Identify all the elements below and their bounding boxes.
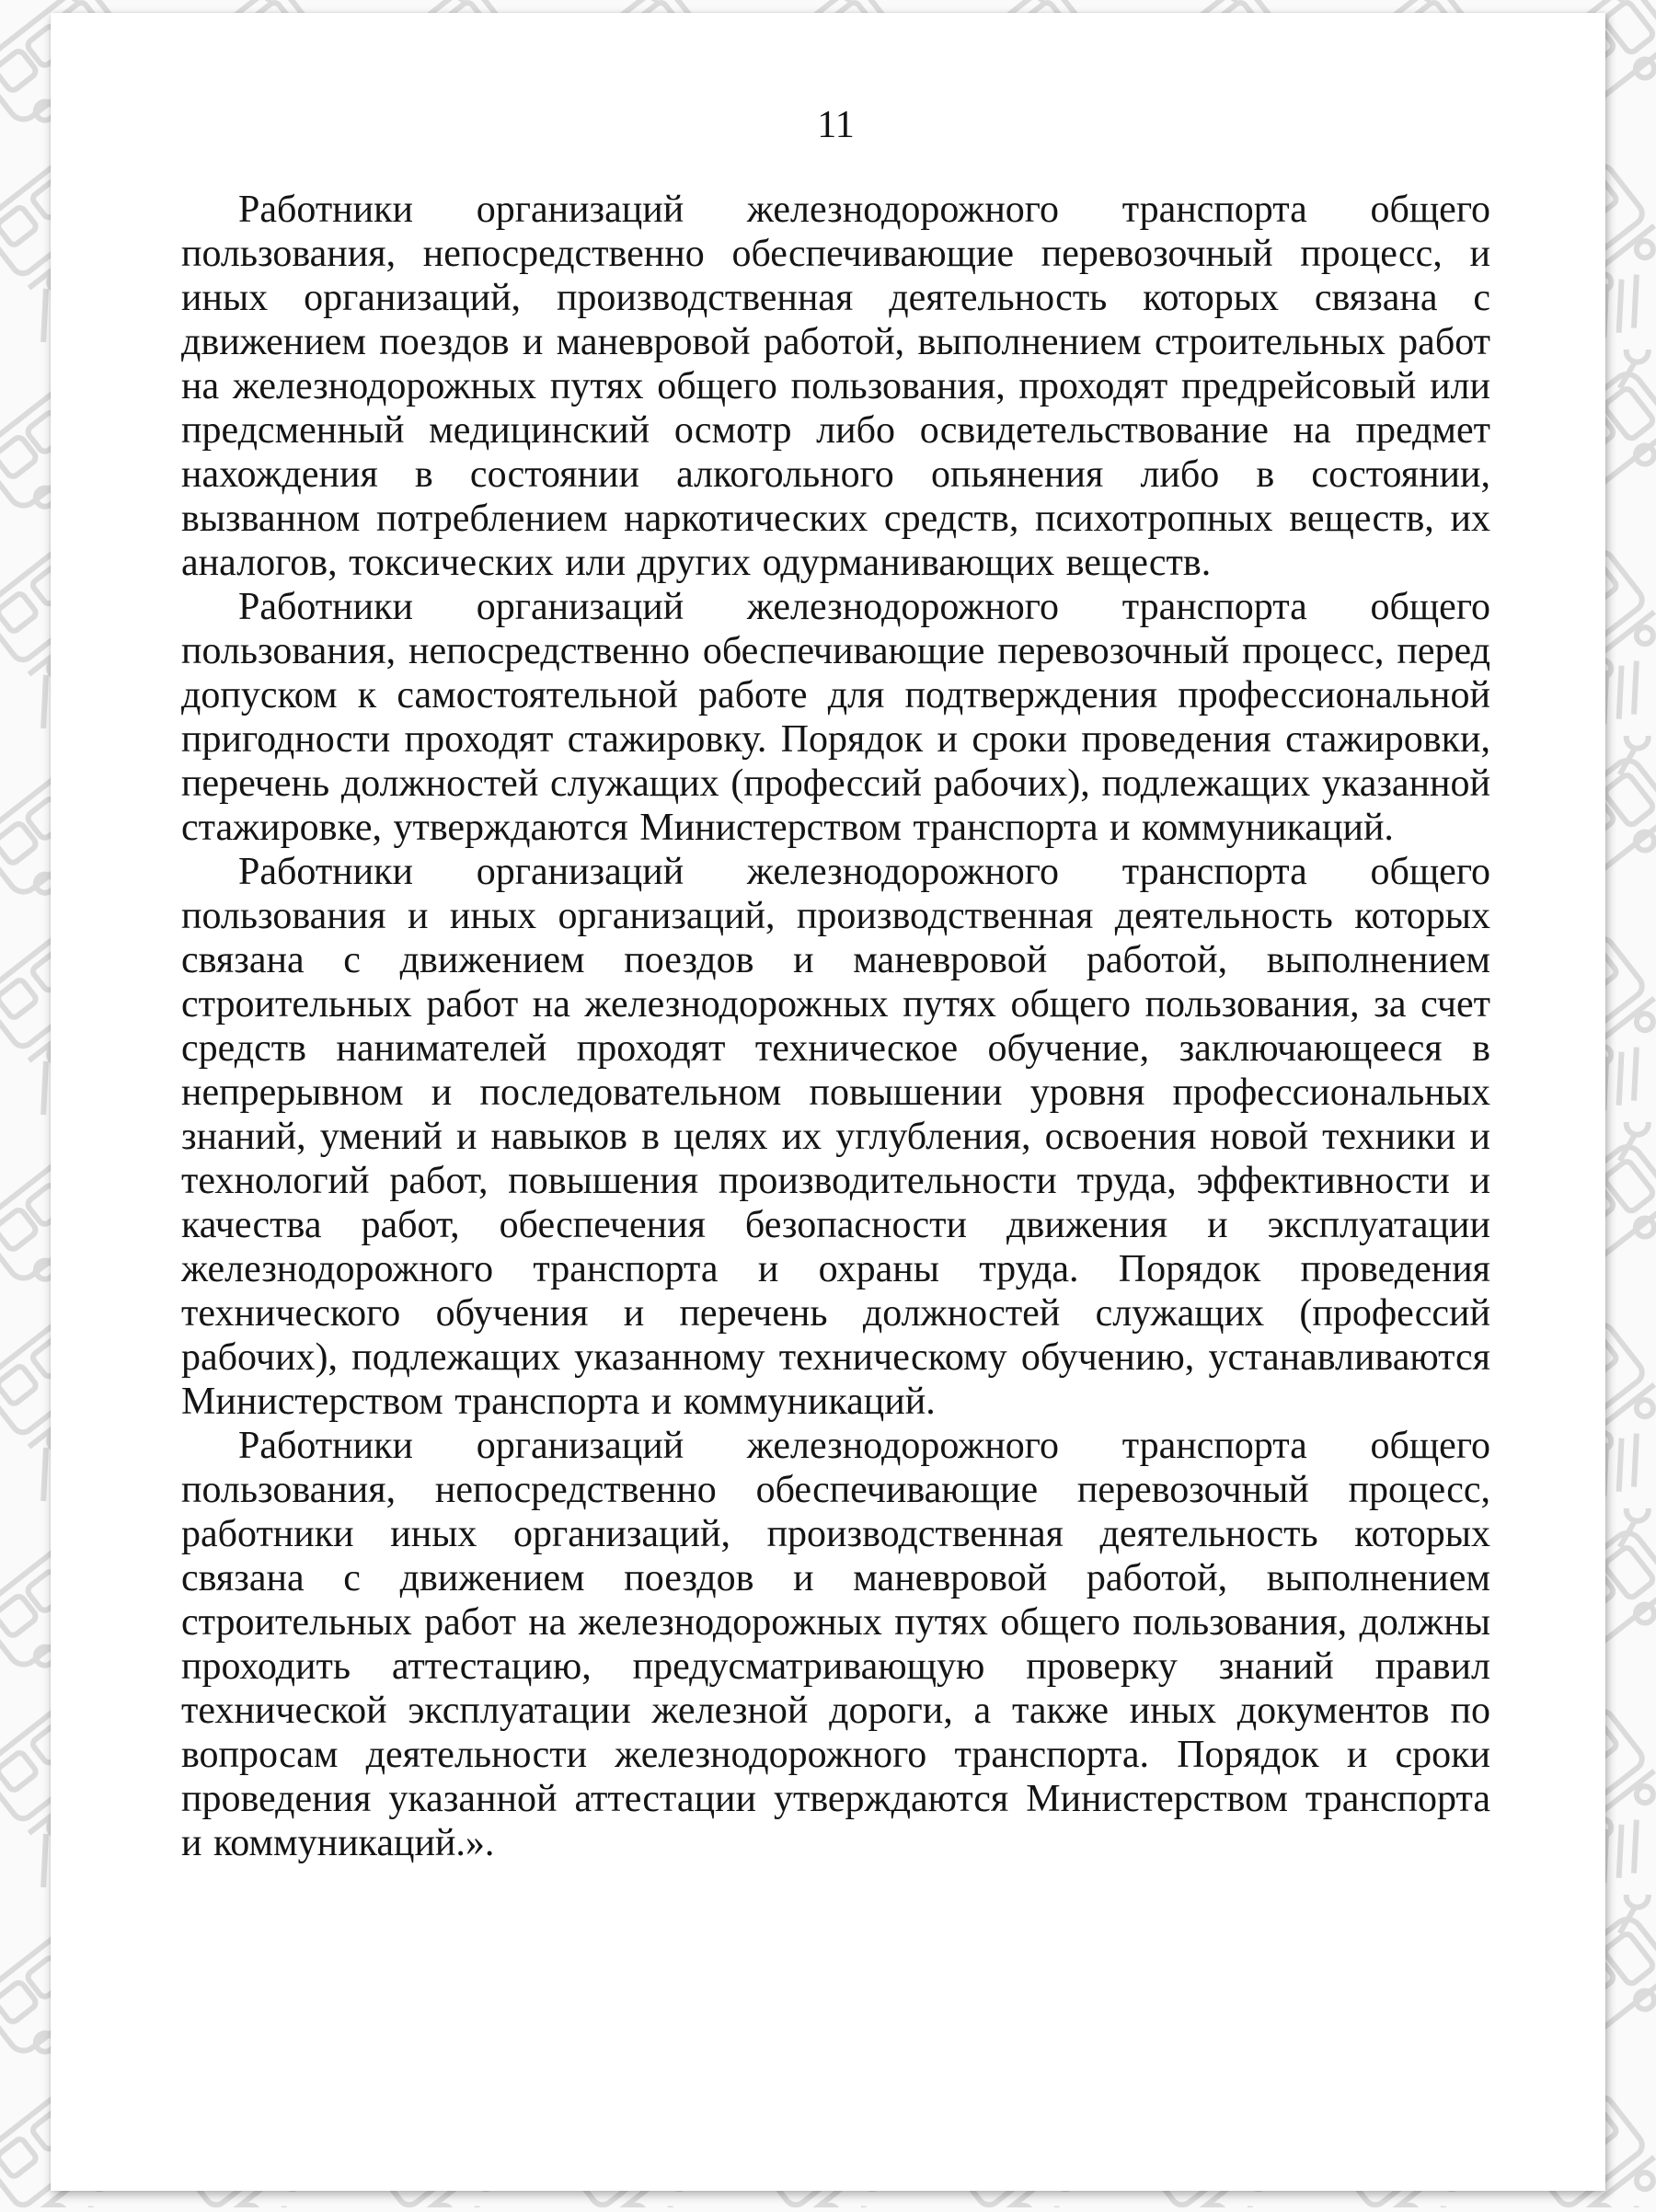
document-page [51,13,1605,2191]
paragraph-attestation: Работники организаций железнодорожного транспорта общего пользования, непосредственно обеспечивающие перевозочный процесс, работники иных организаций, производственная деятельность которых связана с движением поездов и маневровой работой, выполнением строительных работ на железнодорожных путях общего пользования, должны проходить аттестацию, предусматривающую проверку знаний правил технической эксплуатации железной дороги, а также иных документов по вопросам деятельности железнодорожного транспорта. Порядок и сроки проведения указанной аттестации утверждаются Министерством транспорта и коммуникаций.». [181,1425,1490,1864]
paragraph-internship: Работники организаций железнодорожного транспорта общего пользования, непосредственно обеспечивающие перевозочный процесс, перед допуском к самостоятельной работе для подтверждения профессиональной пригодности проходят стажировку. Порядок и сроки проведения стажировки, перечень должностей служащих (профессий рабочих), подлежащих указанной стажировке, утверждаются Министерством транспорта и коммуникаций. [181,586,1490,849]
page-number: 11 [817,104,855,146]
paragraph-technical-training: Работники организаций железнодорожного транспорта общего пользования и иных организаций, производственная деятельность которых связана с движением поездов и маневровой работой, выполнением строительных работ на железнодорожных путях общего пользования, за счет средств нанимателей проходят техническое обучение, заключающееся в непрерывном и последовательном повышении уровня профессиональных знаний, умений и навыков в целях их углубления, освоения новой техники и технологий работ, повышения производительности труда, эффективности и качества работ, обеспечения безопасности движения и эксплуатации железнодорожного транспорта и охраны труда. Порядок проведения технического обучения и перечень должностей служащих (профессий рабочих), подлежащих указанному техническому обучению, устанавливаются Министерством транспорта и коммуникаций. [181,851,1490,1423]
paragraph-medical-examination: Работники организаций железнодорожного транспорта общего пользования, непосредственно обеспечивающие перевозочный процесс, и иных организаций, производственная деятельность которых связана с движением поездов и маневровой работой, выполнением строительных работ на железнодорожных путях общего пользования, проходят предрейсовый или предсменный медицинский осмотр либо освидетельствование на предмет нахождения в состоянии алкогольного опьянения либо в состоянии, вызванном потреблением наркотических средств, психотропных веществ, их аналогов, токсических или других одурманивающих веществ. [181,189,1490,584]
